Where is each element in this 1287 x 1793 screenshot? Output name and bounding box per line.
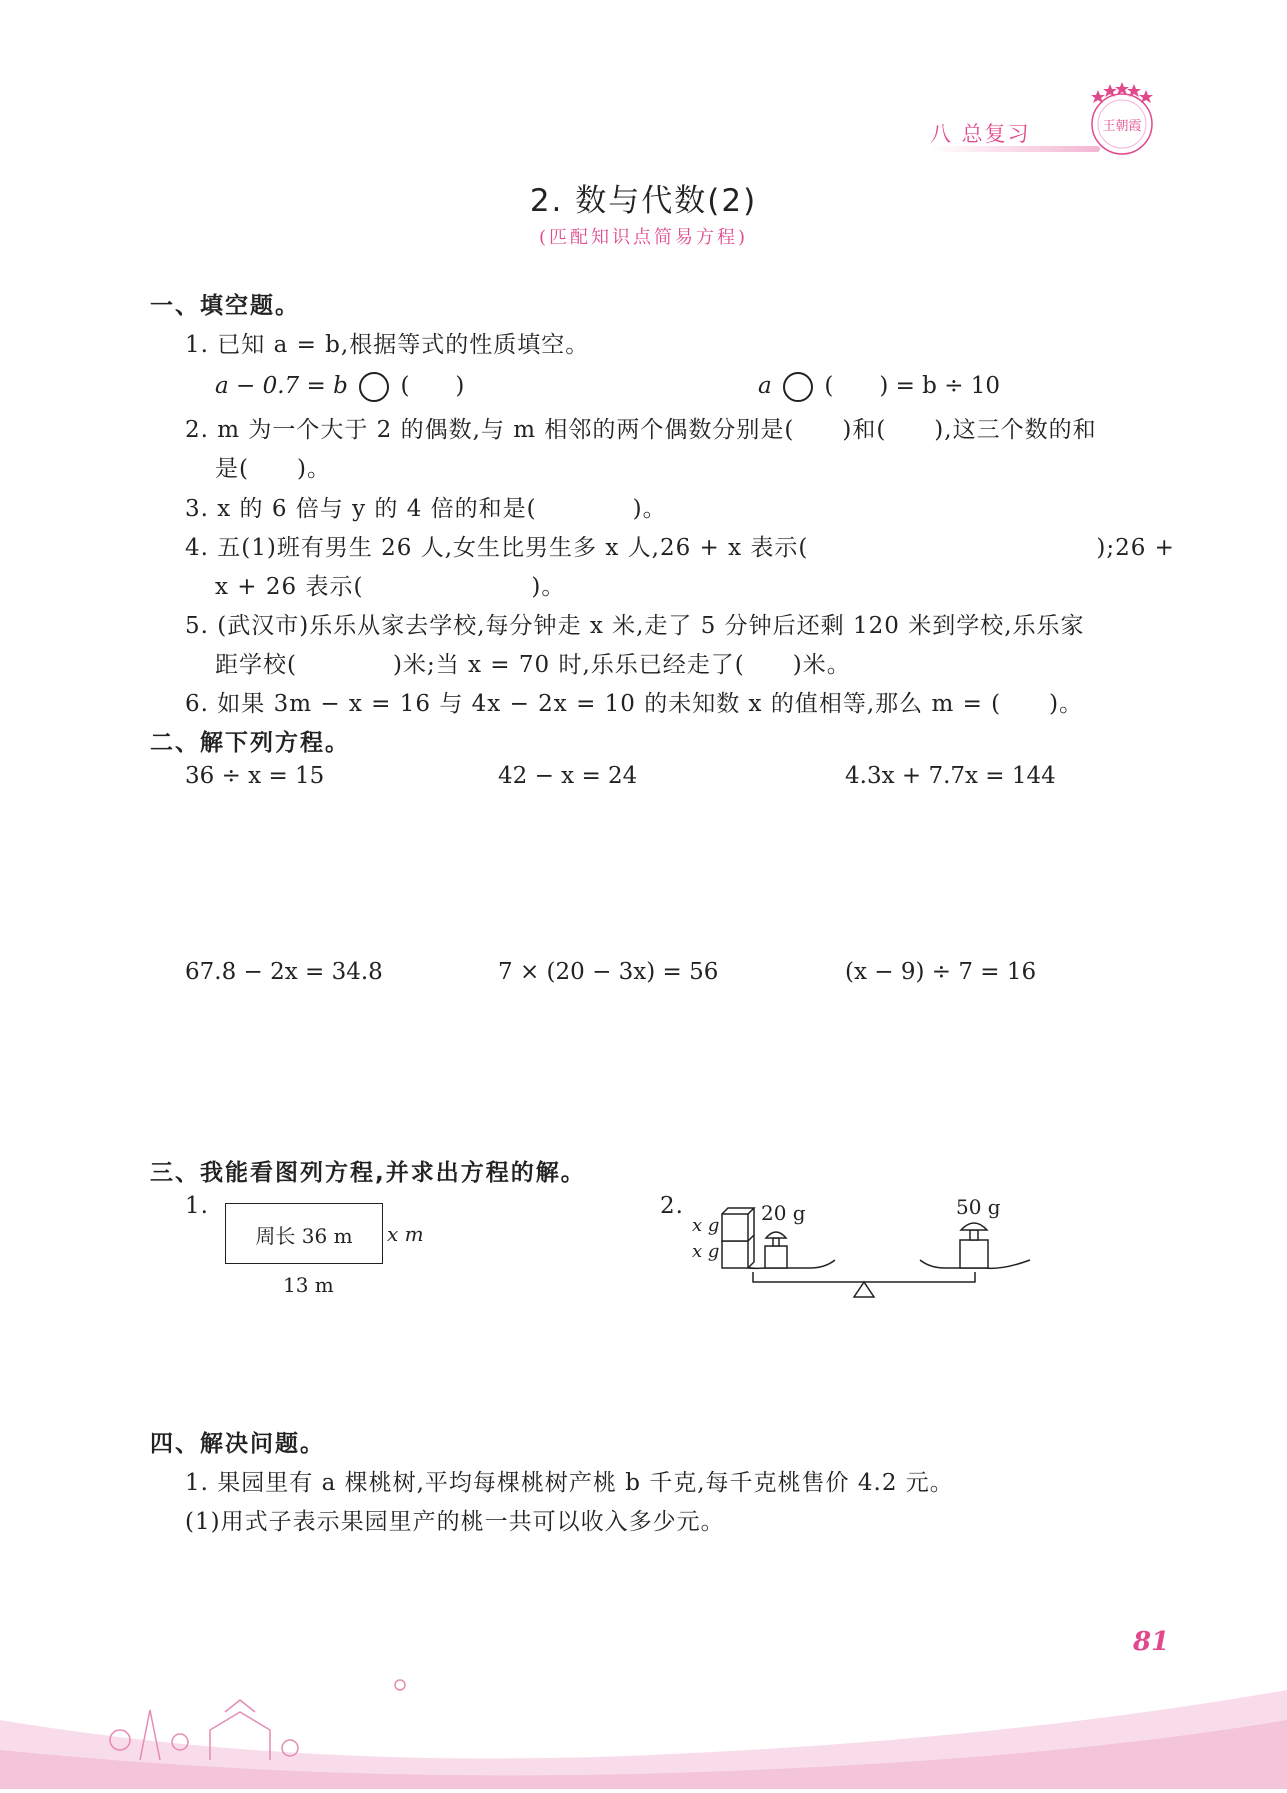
- header-underline: [930, 146, 1100, 152]
- q1-right-expr[interactable]: ( ) = b ÷ 10: [824, 373, 1001, 399]
- equation-6: (x − 9) ÷ 7 = 16: [845, 959, 1037, 985]
- fig2-number: 2.: [660, 1193, 684, 1219]
- part1-q1-left: [215, 367, 464, 402]
- equation-3: 4.3x + 7.7x = 144: [845, 763, 1056, 789]
- q1-left-expr: a − 0.7 = b: [215, 373, 348, 399]
- fig1-number: 1.: [185, 1193, 209, 1219]
- label-xg-bottom: x g: [692, 1241, 720, 1262]
- q1-left-blank[interactable]: ( ): [400, 373, 465, 399]
- part1-q6: 6. 如果 3m − x = 16 与 4x − 2x = 10 的未知数 x 的值相等,那么 m = ( )。: [185, 691, 1084, 717]
- part1-q5-line1: 5. (武汉市)乐乐从家去学校,每分钟走 x 米,走了 5 分钟后还剩 120 米到学校,乐乐家: [185, 613, 1085, 639]
- equation-1: 36 ÷ x = 15: [185, 763, 325, 789]
- page-number: 81: [1133, 1627, 1170, 1657]
- part1-heading: 一、填空题。: [150, 293, 300, 319]
- weight-50g: [960, 1240, 988, 1268]
- scale-beam: [753, 1272, 975, 1282]
- page-title: 2. 数与代数(2): [529, 183, 758, 219]
- weight-20g: [765, 1246, 787, 1268]
- label-20g: 20 g: [761, 1201, 806, 1225]
- footer-decoration: [0, 1660, 1287, 1789]
- part1-q2-line1: 2. m 为一个大于 2 的偶数,与 m 相邻的两个偶数分别是( )和( ),这三个数的和: [185, 417, 1097, 443]
- scale-fulcrum: [854, 1282, 874, 1297]
- part1-q4-line2: x + 26 表示( )。: [215, 574, 566, 600]
- brand-logo: [1082, 78, 1162, 158]
- part1-q3: 3. x 的 6 倍与 y 的 4 倍的和是( )。: [185, 496, 667, 522]
- rect-side-label: x m: [387, 1222, 424, 1246]
- part2-heading: 二、解下列方程。: [150, 730, 350, 756]
- equation-5: 7 × (20 − 3x) = 56: [498, 959, 719, 985]
- operator-blank-circle[interactable]: [359, 372, 389, 402]
- part1-q5-line2: 距学校( )米;当 x = 70 时,乐乐已经走了( )米。: [215, 652, 851, 678]
- q1-right-var: a: [758, 373, 772, 399]
- part4-q1-sub1: (1)用式子表示果园里产的桃一共可以收入多少元。: [185, 1509, 725, 1535]
- rect-bottom-label: 13 m: [283, 1273, 334, 1297]
- logo-text: 王朝霞: [1102, 119, 1142, 134]
- page-subtitle: (匹配知识点简易方程): [538, 227, 749, 248]
- part4-heading: 四、解决问题。: [150, 1431, 325, 1457]
- section-label: 八 总复习: [930, 122, 1031, 146]
- part1-q1: 1. 已知 a = b,根据等式的性质填空。: [185, 332, 590, 358]
- label-xg-top: x g: [692, 1215, 720, 1236]
- part3-heading: 三、我能看图列方程,并求出方程的解。: [150, 1160, 586, 1186]
- label-50g: 50 g: [956, 1195, 1001, 1219]
- part4-q1: 1. 果园里有 a 棵桃树,平均每棵桃树产桃 b 千克,每千克桃售价 4.2 元。: [185, 1470, 954, 1496]
- perimeter-rectangle: [225, 1203, 383, 1264]
- xg-block-top: [722, 1214, 748, 1241]
- equation-4: 67.8 − 2x = 34.8: [185, 959, 383, 985]
- part1-q2-line2: 是( )。: [215, 456, 331, 482]
- operator-blank-circle[interactable]: [783, 372, 813, 402]
- xg-block-bottom: [722, 1241, 748, 1268]
- section-header: [930, 118, 1230, 148]
- rect-inside-label: 周长 36 m: [255, 1224, 353, 1248]
- part1-q4-line1: 4. 五(1)班有男生 26 人,女生比男生多 x 人,26 + x 表示( );26 +: [185, 535, 1175, 561]
- part1-q1-right: [758, 367, 1000, 402]
- equation-2: 42 − x = 24: [498, 763, 638, 789]
